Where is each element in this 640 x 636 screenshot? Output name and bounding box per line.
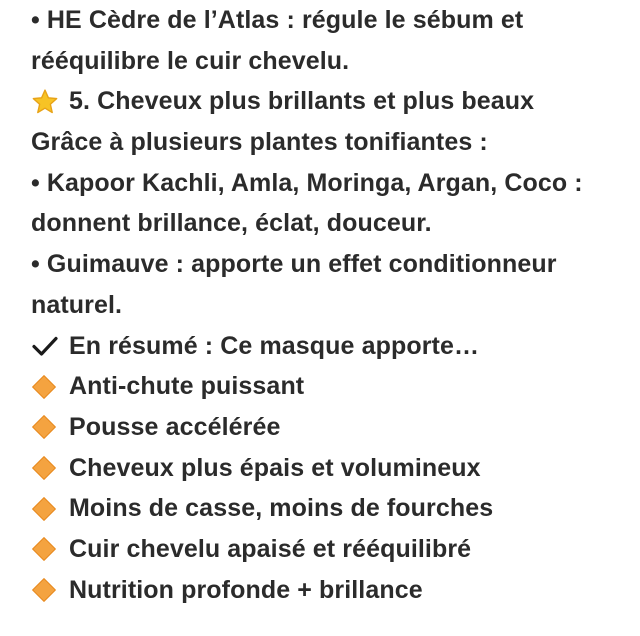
bullet-cedar-oil-continued: [31, 41, 631, 82]
summary-heading: [31, 326, 631, 367]
section-heading-text: 5. Cheveux plus brillants et plus beaux: [69, 87, 535, 116]
summary-item: [31, 366, 631, 407]
summary-item-text: Moins de casse, moins de fourches: [69, 494, 494, 523]
post-text: [31, 0, 631, 610]
summary-item-text: Pousse accélérée: [69, 412, 281, 441]
bullet-marshmallow: [31, 244, 631, 285]
section-intro-text: Grâce à plusieurs plantes tonifiantes :: [31, 128, 488, 157]
bullet-cedar-oil-continued-text: rééquilibre le cuir chevelu.: [31, 46, 350, 75]
check-mark-icon: [31, 334, 59, 358]
bullet-marshmallow-text: • Guimauve : apporte un effet conditionneur: [31, 250, 557, 279]
bullet-cedar-oil-text: • HE Cèdre de l’Atlas : régule le sébum et: [31, 6, 524, 34]
bullet-marshmallow-continued-text: naturel.: [31, 290, 123, 319]
section-heading: [31, 81, 631, 122]
summary-item: [31, 448, 631, 489]
summary-item-text: Cuir chevelu apaisé et rééquilibré: [69, 534, 472, 563]
summary-item: [31, 407, 631, 448]
section-intro: [31, 122, 631, 163]
orange-diamond-icon: [31, 496, 57, 522]
summary-item: [31, 570, 631, 611]
summary-item: [31, 488, 631, 529]
summary-item-text: Anti-chute puissant: [69, 372, 305, 401]
bullet-cedar-oil: [31, 0, 631, 41]
star-icon: [31, 88, 59, 116]
summary-item-text: Cheveux plus épais et volumineux: [69, 453, 481, 482]
bullet-marshmallow-continued: [31, 285, 631, 326]
orange-diamond-icon: [31, 455, 57, 481]
bullet-plants-continued-text: donnent brillance, éclat, douceur.: [31, 209, 432, 238]
orange-diamond-icon: [31, 577, 57, 603]
bullet-plants-continued: [31, 203, 631, 244]
orange-diamond-icon: [31, 414, 57, 440]
summary-heading-text: En résumé : Ce masque apporte…: [69, 331, 480, 360]
orange-diamond-icon: [31, 536, 57, 562]
summary-item: [31, 529, 631, 570]
bullet-plants: [31, 163, 631, 204]
bullet-plants-text: • Kapoor Kachli, Amla, Moringa, Argan, Coco :: [31, 168, 583, 197]
summary-item-text: Nutrition profonde + brillance: [69, 575, 423, 604]
orange-diamond-icon: [31, 374, 57, 400]
